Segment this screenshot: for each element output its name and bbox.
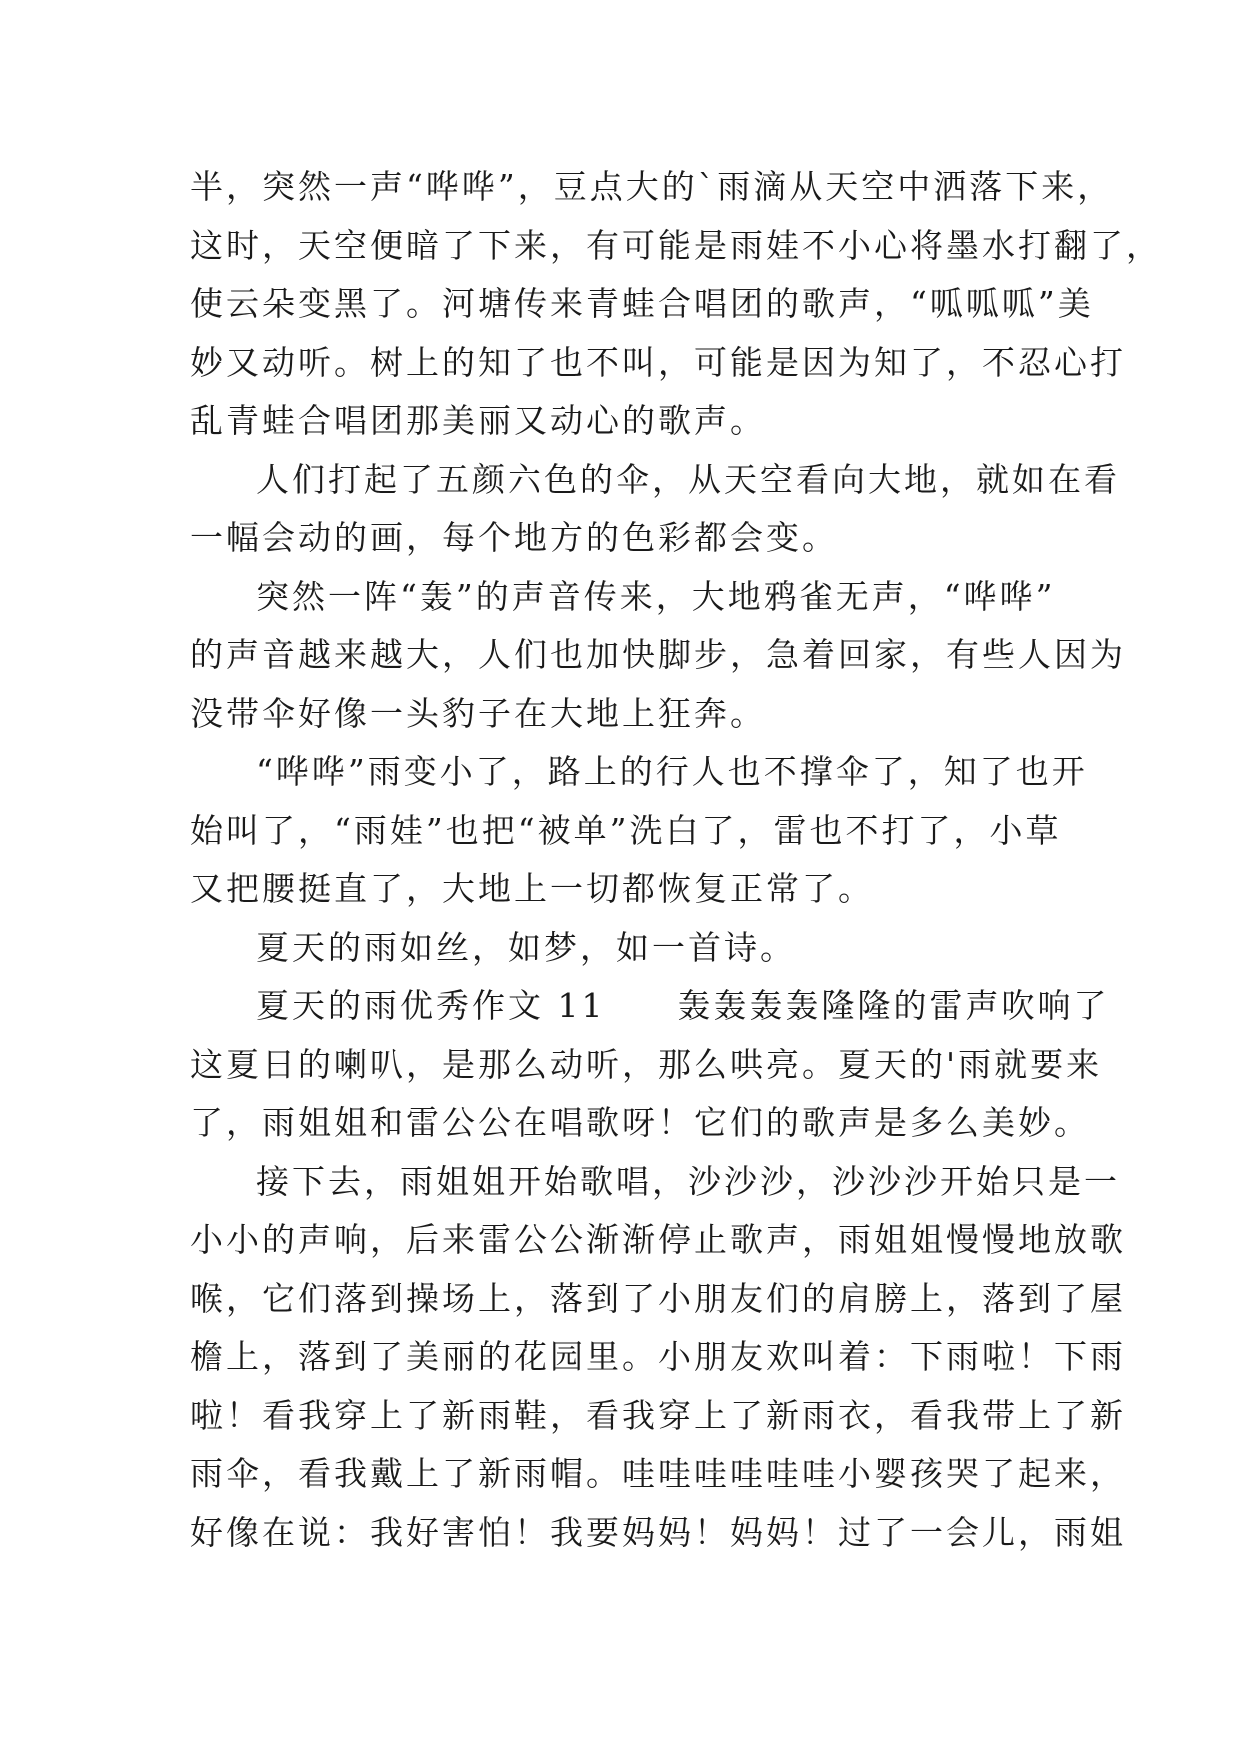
document-page	[190, 158, 1162, 1562]
paragraph-start-line: 夏天的雨如丝，如梦，如一首诗。	[256, 927, 796, 967]
text-line: 乱青蛙合唱团那美丽又动心的歌声。	[190, 401, 766, 440]
text-line: 小小的声响，后来雷公公渐渐停止歌声，雨姐姐慢慢地放歌	[190, 1220, 1126, 1259]
text-line: 了，雨姐姐和雷公公在唱歌呀！它们的歌声是多么美妙。	[190, 1103, 1090, 1142]
text-line: 妙又动听。树上的知了也不叫，可能是因为知了，不忍心打	[190, 342, 1126, 382]
paragraph-start-line: “哗哗”雨变小了，路上的行人也不撑伞了，知了也开	[256, 752, 1088, 791]
text-line: 喉，它们落到操场上，落到了小朋友们的肩膀上，落到了屋	[190, 1278, 1126, 1318]
text-line: 的声音越来越大，人们也加快脚步，急着回家，有些人因为	[190, 635, 1126, 674]
text-line: 檐上，落到了美丽的花园里。小朋友欢叫着：下雨啦！下雨	[190, 1337, 1126, 1376]
text-line: 半，突然一声“哗哗”，豆点大的`雨滴从天空中洒落下来，	[190, 167, 1114, 206]
text-line: 使云朵变黑了。河塘传来青蛙合唱团的歌声，“呱呱呱”美	[190, 284, 1094, 323]
paragraph-start-line: 接下去，雨姐姐开始歌唱，沙沙沙，沙沙沙开始只是一	[256, 1161, 1120, 1201]
text-line: 雨伞，看我戴上了新雨帽。哇哇哇哇哇哇小婴孩哭了起来，	[190, 1454, 1126, 1493]
paragraph-start-line: 人们打起了五颜六色的伞，从天空看向大地，就如在看	[256, 459, 1120, 499]
text-line: 这夏日的喇叭，是那么动听，那么哄亮。夏天的'雨就要来	[190, 1044, 1103, 1084]
text-line: 啦！看我穿上了新雨鞋，看我穿上了新雨衣，看我带上了新	[190, 1395, 1126, 1435]
text-line: 这时，天空便暗了下来，有可能是雨娃不小心将墨水打翻了，	[190, 225, 1162, 265]
paragraph-start-line: 突然一阵“轰”的声音传来，大地鸦雀无声，“哗哗”	[256, 576, 1056, 616]
text-line: 一幅会动的画，每个地方的色彩都会变。	[190, 518, 838, 557]
text-line: 好像在说：我好害怕！我要妈妈！妈妈！过了一会儿，雨姐	[190, 1512, 1126, 1552]
text-line: 又把腰挺直了，大地上一切都恢复正常了。	[190, 869, 874, 908]
text-line: 没带伞好像一头豹子在大地上狂奔。	[190, 693, 766, 733]
text-line: 始叫了，“雨娃”也把“被单”洗白了，雷也不打了，小草	[190, 810, 1062, 850]
paragraph-start-line: 夏天的雨优秀作文 11 轰轰轰轰隆隆的雷声吹响了	[256, 986, 1110, 1025]
